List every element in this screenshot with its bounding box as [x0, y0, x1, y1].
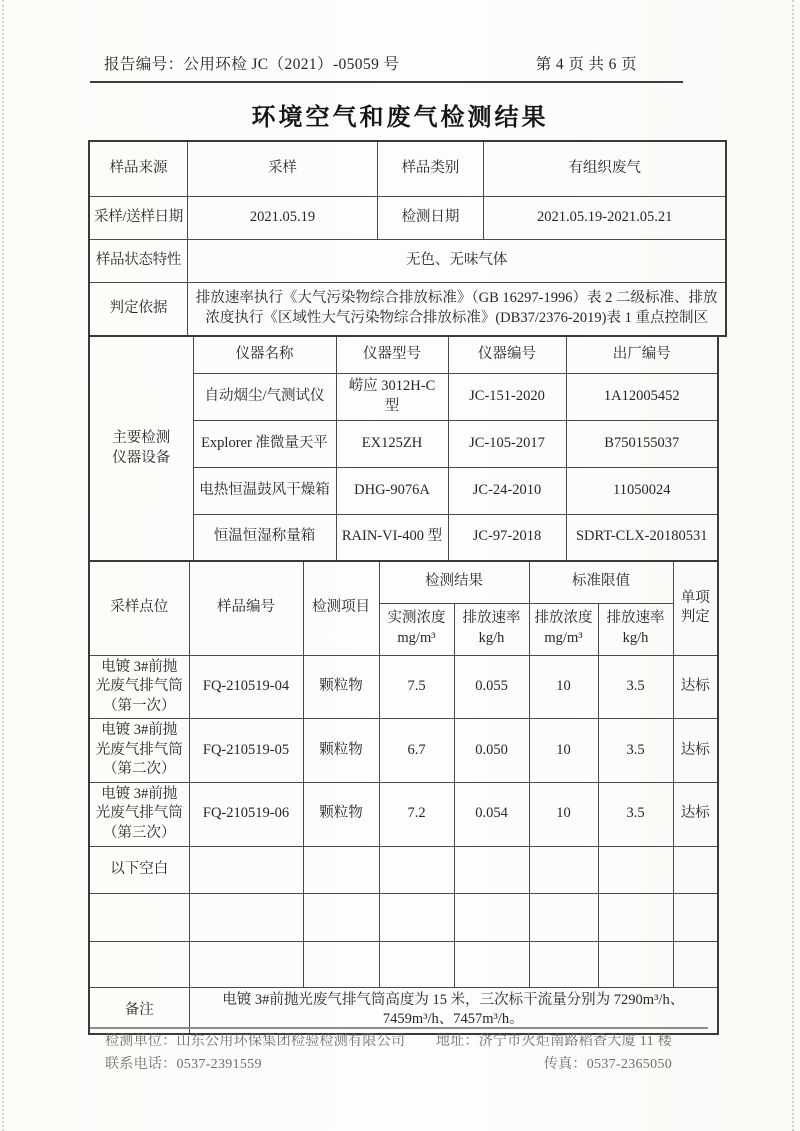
- limit-rate: 3.5: [598, 655, 673, 719]
- limit-rate: 3.5: [598, 719, 673, 783]
- footer-phone: 联系电话：0537-2391559: [105, 1057, 262, 1072]
- measured-concentration: 6.7: [379, 719, 454, 783]
- empty-cell: [529, 893, 598, 941]
- empty-cell: [598, 941, 673, 987]
- info-label: 样品类别: [377, 141, 483, 196]
- page-footer: [90, 1027, 708, 1075]
- info-label: 采样/送样日期: [89, 196, 187, 239]
- judge-result: 达标: [673, 782, 718, 846]
- instrument-serial: B750155037: [566, 420, 718, 467]
- test-item: 颗粒物: [303, 782, 379, 846]
- instrument-model: RAIN-VI-400 型: [336, 514, 448, 561]
- result-row: [89, 719, 718, 783]
- header-label: 排放浓度: [534, 610, 593, 627]
- header-unit: kg/h: [478, 630, 505, 646]
- instruments-group-label: [89, 336, 193, 561]
- test-item: 颗粒物: [303, 655, 379, 719]
- page-title: 环境空气和废气检测结果: [251, 105, 549, 131]
- header-unit: mg/m³: [397, 630, 436, 646]
- empty-cell: [454, 846, 529, 893]
- measured-rate: 0.055: [454, 655, 529, 719]
- empty-cell: [303, 893, 379, 941]
- empty-cell: [673, 941, 718, 987]
- info-label: 检测日期: [377, 196, 483, 239]
- empty-cell: [673, 846, 718, 893]
- column-header: 出厂编号: [566, 336, 718, 373]
- page-header: [90, 0, 683, 83]
- results-table: [88, 560, 719, 1035]
- instrument-id: JC-97-2018: [448, 514, 566, 561]
- column-header-measured-rate: [454, 603, 529, 655]
- footer-address: 地址：济宁市火炬南路稻香大厦 11 楼: [435, 1034, 672, 1049]
- judge-result: 达标: [673, 655, 718, 719]
- empty-cell: [189, 846, 303, 893]
- instruments-table: [88, 335, 719, 562]
- empty-cell: [189, 893, 303, 941]
- remark-text: 电镀 3#前抛光废气排气筒高度为 15 米，三次标干流量分别为 7290m³/h、7459m³/h、7457m³/h。: [189, 987, 718, 1034]
- measured-rate: 0.050: [454, 719, 529, 783]
- header-label: 排放速率: [606, 610, 665, 627]
- table-row: [89, 141, 726, 196]
- sample-number: FQ-210519-05: [189, 719, 303, 783]
- instrument-name: Explorer 准微量天平: [193, 420, 336, 467]
- empty-cell: [379, 846, 454, 893]
- empty-cell: [454, 941, 529, 987]
- instrument-id: JC-105-2017: [448, 420, 566, 467]
- instrument-serial: 1A12005452: [566, 373, 718, 420]
- footer-org: 检测单位：山东公用环保集团检验检测有限公司: [105, 1034, 406, 1049]
- empty-row: [89, 893, 718, 941]
- empty-row: [89, 941, 718, 987]
- table-row: [89, 239, 726, 282]
- info-value: 2021.05.19: [187, 196, 377, 239]
- judgement-basis-text: 排放速率执行《大气污染物综合排放标准》（GB 16297-1996）表 2 二级标准、排放浓度执行《区域性大气污染物综合排放标准》(DB37/2376-2019)表 1 重点控制区: [187, 282, 726, 336]
- limit-rate: 3.5: [598, 782, 673, 846]
- table-row: [89, 282, 726, 336]
- column-header: 仪器型号: [336, 336, 448, 373]
- sample-number: FQ-210519-06: [189, 782, 303, 846]
- column-header-judge: 单项判定: [673, 561, 718, 655]
- column-header-limit-conc: [529, 603, 598, 655]
- column-header-limit-rate: [598, 603, 673, 655]
- test-item: 颗粒物: [303, 719, 379, 783]
- sample-info-table: [88, 140, 727, 337]
- empty-cell: [598, 846, 673, 893]
- table-row: [89, 561, 718, 603]
- instrument-id: JC-151-2020: [448, 373, 566, 420]
- empty-cell: [303, 941, 379, 987]
- info-label: 样品状态特性: [89, 239, 187, 282]
- result-row: [89, 655, 718, 719]
- instrument-id: JC-24-2010: [448, 467, 566, 514]
- table-row: [89, 336, 718, 373]
- empty-cell: [529, 941, 598, 987]
- instrument-serial: SDRT-CLX-20180531: [566, 514, 718, 561]
- column-header-point: 采样点位: [89, 561, 189, 655]
- limit-concentration: 10: [529, 719, 598, 783]
- empty-cell: [89, 893, 189, 941]
- blank-note-row: [89, 846, 718, 893]
- instruments-group-label-line1: 主要检测: [112, 429, 171, 446]
- blank-note: 以下空白: [89, 846, 189, 893]
- sample-number: FQ-210519-04: [189, 655, 303, 719]
- measured-concentration: 7.5: [379, 655, 454, 719]
- footer-fax: 传真：0537-2365050: [543, 1057, 672, 1072]
- empty-cell: [189, 941, 303, 987]
- empty-cell: [529, 846, 598, 893]
- instrument-model: DHG-9076A: [336, 467, 448, 514]
- empty-cell: [89, 941, 189, 987]
- header-label: 实测浓度: [387, 610, 446, 627]
- column-header-measured-conc: [379, 603, 454, 655]
- header-label: 排放速率: [462, 610, 521, 627]
- header-unit: kg/h: [622, 630, 649, 646]
- instrument-model: EX125ZH: [336, 420, 448, 467]
- empty-cell: [303, 846, 379, 893]
- scan-edge-left: [2, 0, 4, 1131]
- report-number: 报告编号：公用环检 JC（2021）-05059 号: [104, 56, 400, 73]
- header-unit: mg/m³: [544, 630, 583, 646]
- instrument-model: 崂应 3012H-C 型: [336, 373, 448, 420]
- info-label: 判定依据: [89, 282, 187, 336]
- limit-concentration: 10: [529, 655, 598, 719]
- result-row: [89, 782, 718, 846]
- footer-line-2: [90, 1052, 708, 1075]
- info-label: 样品来源: [89, 141, 187, 196]
- info-value: 有组织废气: [483, 141, 726, 196]
- column-header: 仪器名称: [193, 336, 336, 373]
- table-row: [89, 196, 726, 239]
- instrument-name: 电热恒温鼓风干燥箱: [193, 467, 336, 514]
- column-header-limit-group: 标准限值: [529, 561, 673, 603]
- sampling-point: 电镀 3#前抛光废气排气筒（第二次）: [89, 719, 189, 783]
- measured-concentration: 7.2: [379, 782, 454, 846]
- empty-cell: [598, 893, 673, 941]
- instrument-serial: 11050024: [566, 467, 718, 514]
- empty-cell: [379, 893, 454, 941]
- page-number: 第 4 页 共 6 页: [535, 56, 637, 73]
- instrument-name: 自动烟尘/气测试仪: [193, 373, 336, 420]
- measured-rate: 0.054: [454, 782, 529, 846]
- empty-cell: [673, 893, 718, 941]
- sampling-point: 电镀 3#前抛光废气排气筒（第一次）: [89, 655, 189, 719]
- limit-concentration: 10: [529, 782, 598, 846]
- info-value: 采样: [187, 141, 377, 196]
- scan-edge-right: [792, 0, 794, 1131]
- instrument-name: 恒温恒湿称量箱: [193, 514, 336, 561]
- info-value: 无色、无味气体: [187, 239, 726, 282]
- footer-line-1: [90, 1029, 708, 1052]
- column-header: 仪器编号: [448, 336, 566, 373]
- column-header-sample-no: 样品编号: [189, 561, 303, 655]
- info-value: 2021.05.19-2021.05.21: [483, 196, 726, 239]
- empty-cell: [454, 893, 529, 941]
- remark-label: 备注: [89, 987, 189, 1034]
- judge-result: 达标: [673, 719, 718, 783]
- empty-cell: [379, 941, 454, 987]
- sampling-point: 电镀 3#前抛光废气排气筒（第三次）: [89, 782, 189, 846]
- instruments-group-label-line2: 仪器设备: [112, 449, 171, 466]
- column-header-result-group: 检测结果: [379, 561, 529, 603]
- column-header-item: 检测项目: [303, 561, 379, 655]
